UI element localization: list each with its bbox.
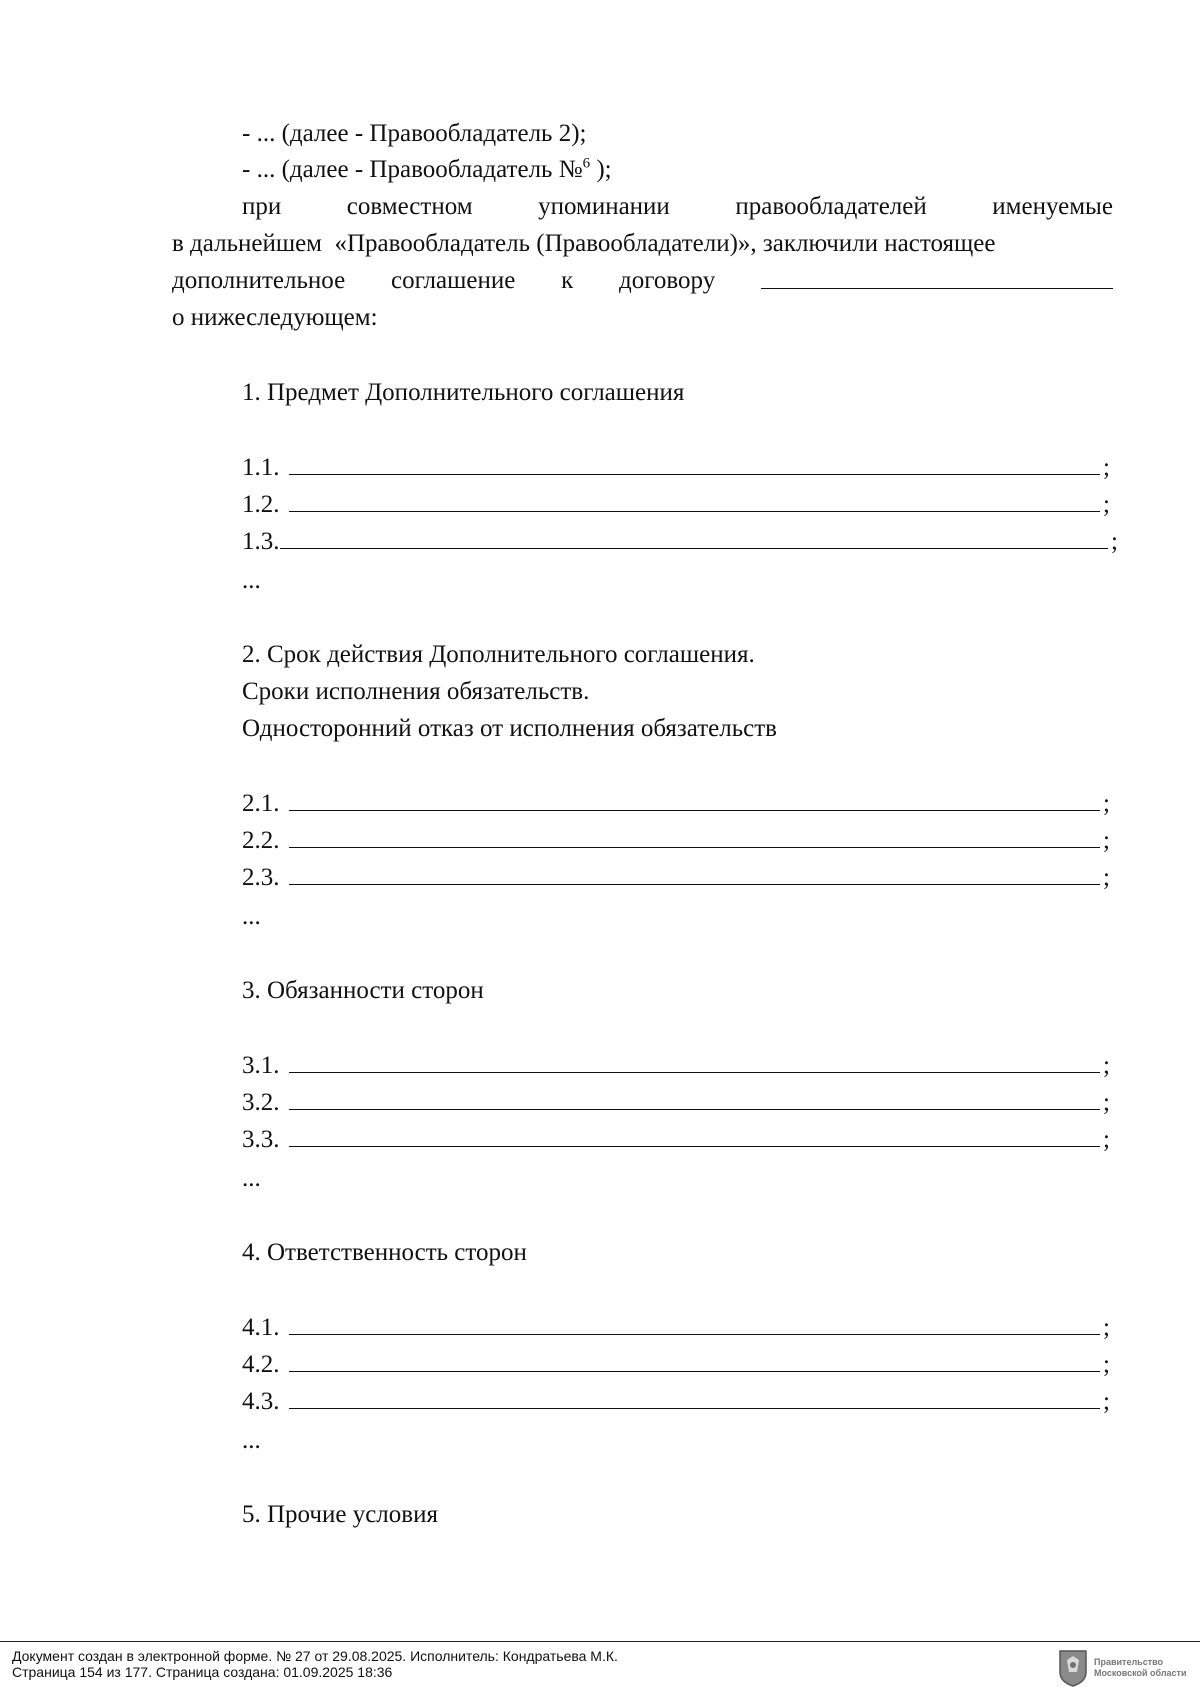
- contract-reference-line: [172, 266, 1113, 296]
- clause-row: [242, 863, 1110, 893]
- clause-row: [242, 1088, 1110, 1118]
- clause-number: 3.3.: [242, 1126, 280, 1153]
- contract-number-blank: [761, 266, 1113, 289]
- clause-blank: [289, 1313, 1101, 1335]
- word: дополнительное: [172, 267, 346, 294]
- word: совместном: [346, 193, 473, 220]
- word: при: [242, 193, 282, 220]
- clause-blank: [280, 527, 1109, 549]
- clause-row: [242, 490, 1110, 520]
- government-logo: [1058, 1643, 1200, 1693]
- holder-2-line: - ... (далее - Правообладатель 2);: [242, 120, 587, 147]
- clause-blank: [289, 1387, 1101, 1409]
- holder-6-prefix: - ... (далее - Правообладатель №: [242, 156, 583, 183]
- ellipsis: ...: [242, 1165, 261, 1192]
- clause-number: 1.3.: [242, 528, 280, 555]
- clause-number: 2.2.: [242, 827, 280, 854]
- footer-divider: [0, 1641, 1200, 1642]
- clause-blank: [289, 1125, 1101, 1147]
- clause-row: [242, 1313, 1110, 1343]
- ellipsis: ...: [242, 903, 261, 930]
- clause-row: [242, 1125, 1110, 1155]
- clause-number: 3.2.: [242, 1089, 280, 1116]
- clause-row: [242, 453, 1110, 483]
- clause-row: [242, 1387, 1110, 1417]
- clause-terminator: ;: [1103, 1089, 1110, 1116]
- joint-mention-line: [242, 192, 1113, 222]
- clause-blank: [289, 1350, 1101, 1372]
- clause-blank: [289, 1051, 1101, 1073]
- parties-definition-line: в дальнейшем «Правообладатель (Правообладатели)», заключили настоящее: [172, 230, 996, 257]
- section-4-heading: 4. Ответственность сторон: [242, 1239, 527, 1266]
- clause-number: 2.3.: [242, 864, 280, 891]
- logo-line-1: Правительство: [1094, 1657, 1164, 1667]
- clause-terminator: ;: [1103, 1052, 1110, 1079]
- word: к: [561, 267, 574, 294]
- clause-number: 3.1.: [242, 1052, 280, 1079]
- clause-row: [242, 789, 1110, 819]
- clause-blank: [289, 826, 1101, 848]
- clause-terminator: ;: [1103, 790, 1110, 817]
- section-3-heading: 3. Обязанности сторон: [242, 977, 484, 1004]
- clause-number: 4.1.: [242, 1314, 280, 1341]
- clause-number: 1.1.: [242, 454, 280, 481]
- holder-6-line: [242, 155, 612, 185]
- coat-of-arms-icon: [1058, 1648, 1088, 1688]
- clause-row: [242, 826, 1110, 856]
- clause-terminator: ;: [1103, 1351, 1110, 1378]
- clause-number: 4.2.: [242, 1351, 280, 1378]
- word: упоминании: [538, 193, 670, 220]
- word: договору: [619, 267, 716, 294]
- ellipsis: ...: [242, 567, 261, 594]
- clause-blank: [289, 453, 1101, 475]
- clause-number: 4.3.: [242, 1388, 280, 1415]
- clause-number: 1.2.: [242, 491, 280, 518]
- clause-terminator: ;: [1103, 827, 1110, 854]
- word: именуемые: [992, 193, 1113, 220]
- section-5-heading: 5. Прочие условия: [242, 1501, 438, 1528]
- section-2-heading-line-2: Сроки исполнения обязательств.: [242, 678, 590, 705]
- following-line: о нижеследующем:: [172, 304, 378, 331]
- clause-row: [242, 527, 1118, 557]
- clause-row: [242, 1350, 1110, 1380]
- clause-terminator: ;: [1103, 864, 1110, 891]
- word: соглашение: [390, 267, 516, 294]
- word: правообладателей: [735, 193, 927, 220]
- footnote-marker: 6: [582, 155, 591, 172]
- clause-blank: [289, 1088, 1101, 1110]
- clause-blank: [289, 789, 1101, 811]
- clause-terminator: ;: [1103, 1388, 1110, 1415]
- clause-blank: [289, 863, 1101, 885]
- ellipsis: ...: [242, 1427, 261, 1454]
- section-1-heading: 1. Предмет Дополнительного соглашения: [242, 379, 685, 406]
- footer-document-info: Документ создан в электронной форме. № 27 от 29.08.2025. Исполнитель: Кондратьева М.К.: [12, 1648, 618, 1664]
- clause-row: [242, 1051, 1110, 1081]
- section-2-heading: 2. Срок действия Дополнительного соглашения.: [242, 641, 755, 668]
- clause-terminator: ;: [1103, 1126, 1110, 1153]
- clause-terminator: ;: [1103, 454, 1110, 481]
- footer-page-info: Страница 154 из 177. Страница создана: 01.09.2025 18:36: [12, 1664, 393, 1680]
- clause-blank: [289, 490, 1101, 512]
- clause-terminator: ;: [1103, 1314, 1110, 1341]
- clause-number: 2.1.: [242, 790, 280, 817]
- logo-line-2: Московской области: [1094, 1668, 1187, 1678]
- clause-terminator: ;: [1111, 528, 1118, 555]
- clause-terminator: ;: [1103, 491, 1110, 518]
- section-2-heading-line-3: Односторонний отказ от исполнения обязательств: [242, 715, 777, 742]
- holder-6-suffix: );: [590, 156, 612, 183]
